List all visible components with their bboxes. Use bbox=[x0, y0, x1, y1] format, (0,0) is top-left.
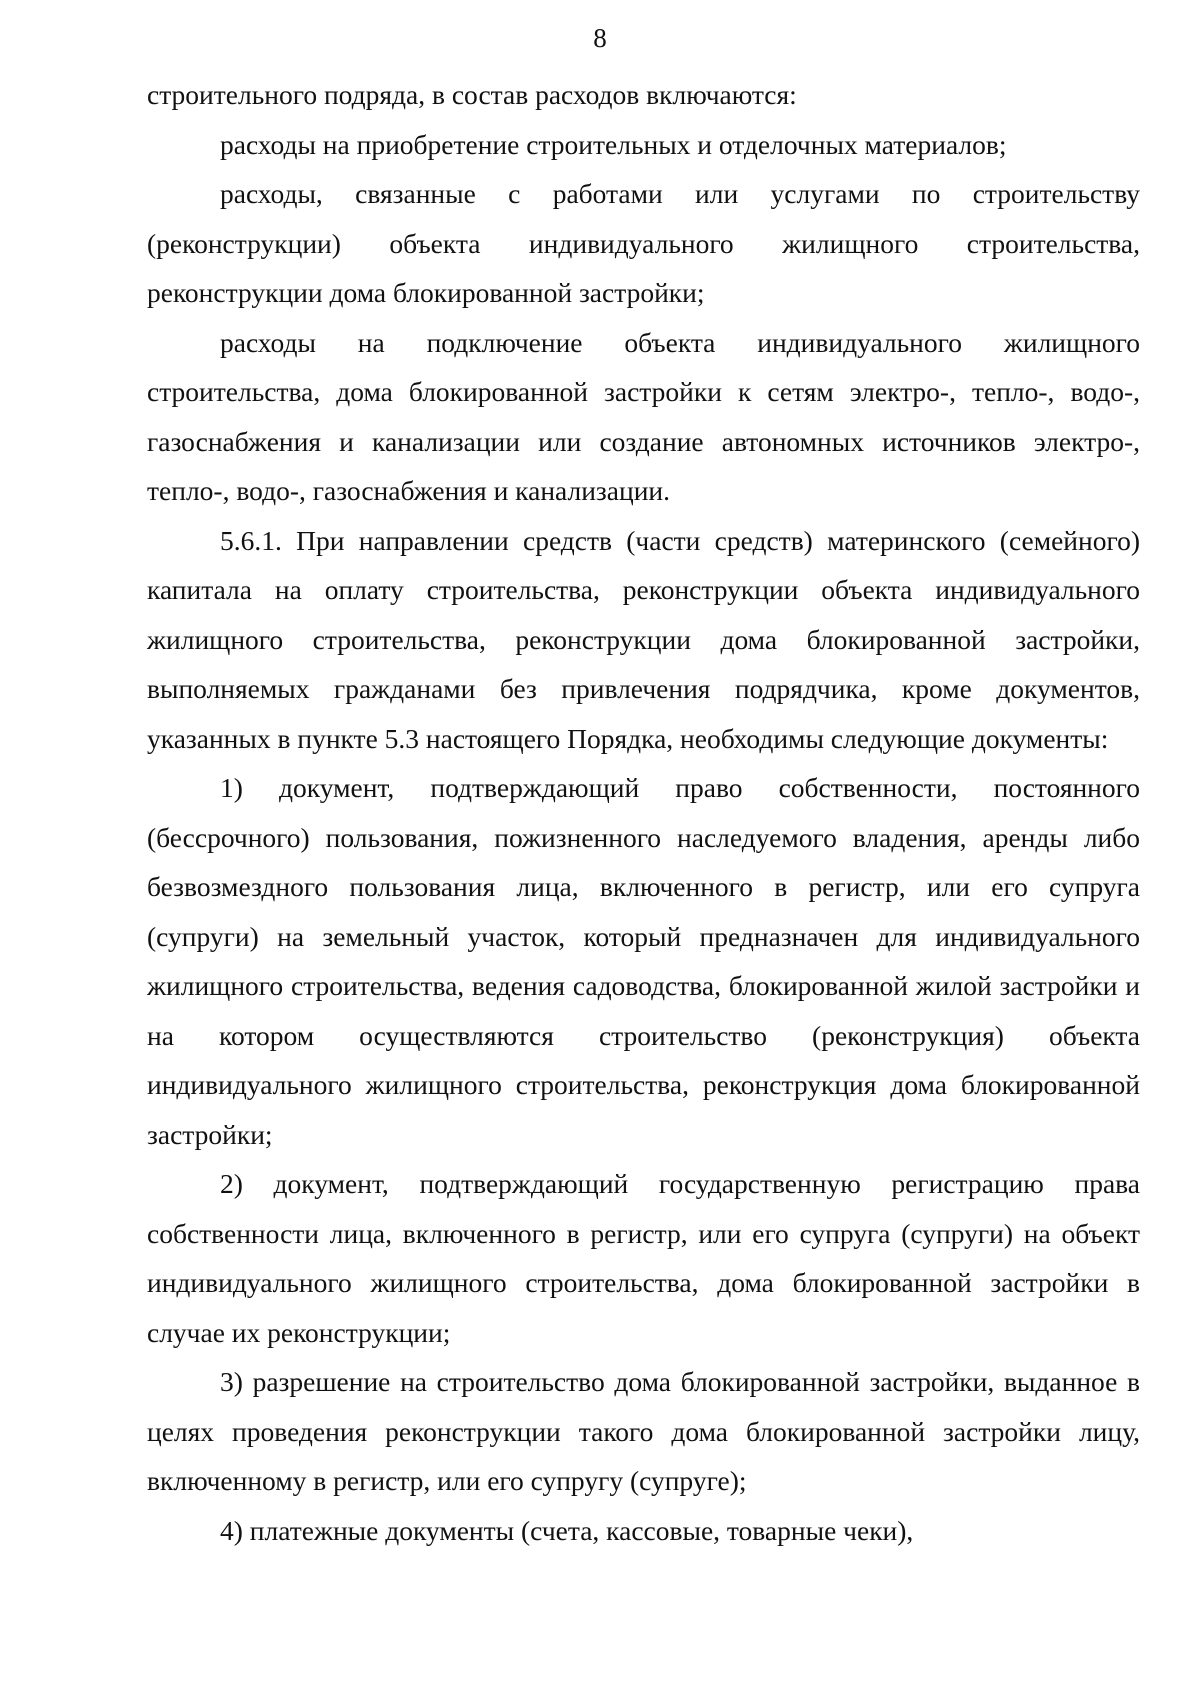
list-item-3: 3) разрешение на строительство дома блокированной застройки, выданное в целях проведения реконструкции такого дома блокированной застройки лицу, включенному в регистр, или его супругу (супруге); bbox=[147, 1366, 1140, 1496]
paragraph-works-expenses: расходы, связанные с работами или услугами по строительству (реконструкции) объекта индивидуального жилищного строительства, реконструкции дома блокированной застройки; bbox=[147, 178, 1140, 308]
paragraph-continuation: строительного подряда, в состав расходов включаются: bbox=[147, 79, 797, 110]
paragraph-connection-expenses: расходы на подключение объекта индивидуального жилищного строительства, дома блокированной застройки к сетям электро-, тепло-, водо-, газоснабжения и канализации или создание автономных источников электро-, тепло-, водо-, газоснабжения и канализации. bbox=[147, 326, 1140, 506]
document-body bbox=[147, 70, 1140, 1555]
list-item-1: 1) документ, подтверждающий право собственности, постоянного (бессрочного) пользования, пожизненного наследуемого владения, аренды либо безвозмездного пользования лица, включенного в регистр, или его супруга (супруги) на земельный участок, который предназначен для индивидуального жилищного строительства, ведения садоводства, блокированной жилой застройки и на котором осуществляются строительство (реконструкция) объекта индивидуального жилищного строительства, реконструкция дома блокированной застройки; bbox=[147, 772, 1140, 1150]
paragraph-clause-5-6-1: 5.6.1. При направлении средств (части средств) материнского (семейного) капитала на оплату строительства, реконструкции объекта индивидуального жилищного строительства, реконструкции дома блокированной застройки, выполняемых гражданами без привлечения подрядчика, кроме документов, указанных в пункте 5.3 настоящего Порядка, необходимы следующие документы: bbox=[147, 524, 1140, 754]
paragraph-materials-expenses: расходы на приобретение строительных и отделочных материалов; bbox=[220, 128, 1007, 160]
list-item-4: 4) платежные документы (счета, кассовые, товарные чеки), bbox=[220, 1514, 914, 1546]
list-item-2: 2) документ, подтверждающий государственную регистрацию права собственности лица, включенного в регистр, или его супруга (супруги) на объект индивидуального жилищного строительства, дома блокированной застройки в случае их реконструкции; bbox=[147, 1168, 1140, 1348]
page-number: 8 bbox=[593, 23, 607, 53]
